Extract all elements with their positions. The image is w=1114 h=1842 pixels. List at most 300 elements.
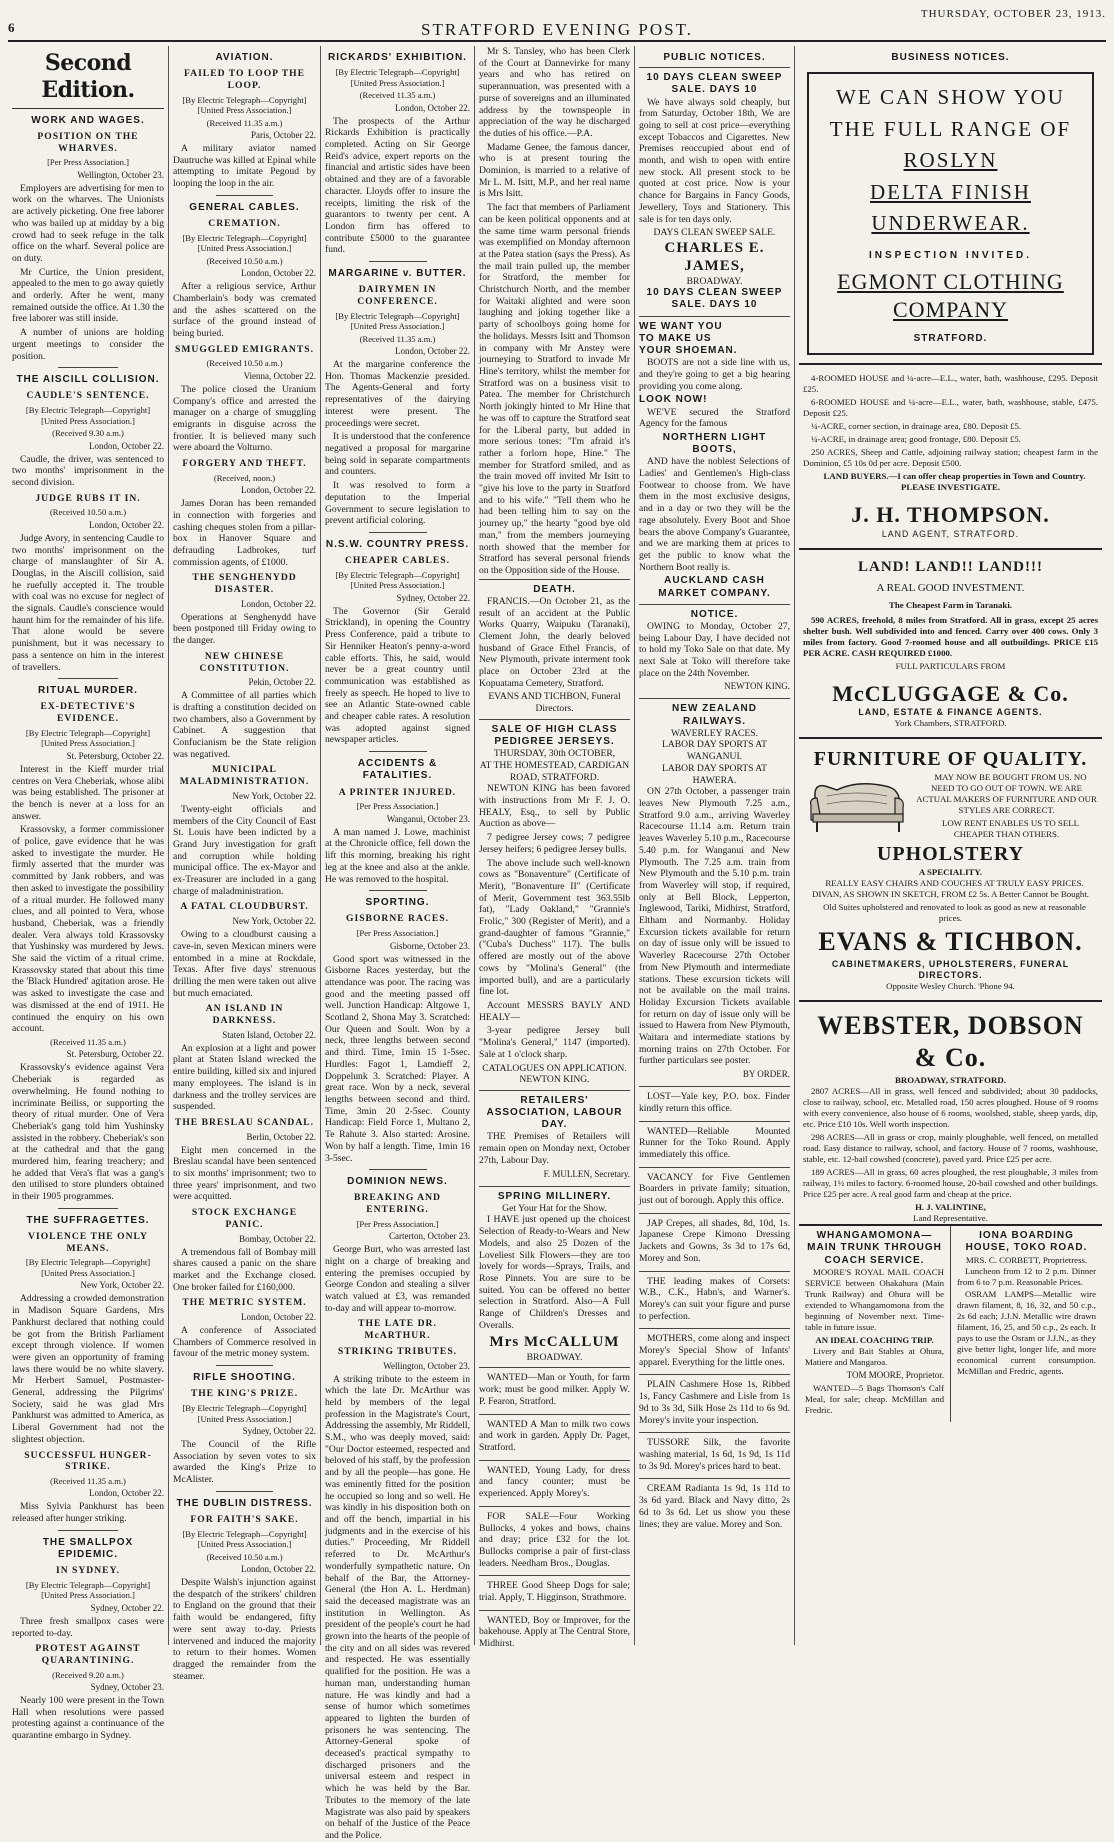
classified-5	[479, 1575, 630, 1609]
toko-notice	[639, 604, 790, 699]
retail-sign: F. MULLEN, Secretary.	[543, 1168, 630, 1179]
rifle-headline: RIFLE SHOOTING.	[193, 1372, 296, 1384]
company-name-2: COMPANY	[892, 297, 1008, 323]
rail-sub-2: LABOR DAY SPORTS AT WANGANUI.	[661, 739, 768, 763]
forgery-received: (Received, noon.)	[213, 472, 276, 483]
auckland-company: AUCKLAND CASH MARKET COMPANY.	[658, 575, 771, 599]
work-subhead: POSITION ON THE WHARVES.	[37, 130, 139, 154]
classified-hose	[639, 1374, 790, 1432]
dom-headline: DOMINION NEWS.	[347, 1176, 448, 1188]
ritual-received: (Received 11.35 a.m.)	[50, 1036, 126, 1047]
rule	[369, 1169, 427, 1170]
hunger-subhead: SUCCESSFUL HUNGER-STRIKE.	[24, 1449, 152, 1473]
classified-text: THREE Good Sheep Dogs for sale; trial. Apply, T. Higginson, Strathmore.	[479, 1580, 630, 1604]
smug-received: (Received 10.50 a.m.)	[206, 358, 283, 369]
wd-listing: 189 ACRES—All in grass, 60 acres ploughed, the rest ploughable, 3 miles from railway, 1½ miles to factory. 6-roomed house, 20-bail cowshed and other buildings. Price £25 per acre. A real good farm and cheap at the price.	[803, 1166, 1098, 1199]
notice-sign: NEWTON KING.	[724, 681, 790, 692]
nsw-dateline: Sydney, October 22.	[396, 592, 470, 603]
thompson-subtitle: LAND AGENT, STRATFORD.	[881, 528, 1020, 539]
kings-credit: [By Electric Telegraph—Copyright] [United Press Association.]	[182, 1403, 307, 1424]
death-para: FRANCIS.—On October 21, as the result of an accident at the Public Works Quarry, Waipuku (Taranaki), Clement John, the dearly beloved husband of Grace Ethel Francis, of New Plymouth, private interment took place on October 23rd at the Kopuatama Cemetery, Stratford.	[479, 595, 630, 689]
section-rule	[799, 363, 1102, 365]
webster-dobson-name: WEBSTER, DOBSON & Co.	[817, 1010, 1084, 1073]
upholstery-para: REALLY EASY CHAIRS AND COUCHES AT TRULY EASY PRICES. DIVAN, AS SHOWN IN SKETCH, FROM £2 5s. A Better Cannot be Bought.	[812, 878, 1089, 900]
classified-text: WANTED—Reliable Mounted Runner for the Toko Round. Apply immediately this office.	[639, 1125, 790, 1160]
classified-tussore	[639, 1432, 790, 1478]
column-4	[474, 46, 634, 1650]
furniture-para-2: LOW RENT ENABLES US TO SELL CHEAPER THAN OTHERS.	[942, 818, 1079, 840]
marg-para-1: At the margarine conference the Hon. Thomas Mackenzie presided. The Agents-General and forty representatives of the dairying interest were present. The proceedings were secret.	[325, 359, 470, 429]
sport-headline: SPORTING.	[365, 897, 430, 909]
smug-subhead: SMUGGLED EMIGRANTS.	[175, 343, 314, 355]
evans-tichbon-subtitle: CABINETMAKERS, UPHOLSTERERS, FUNERAL DIRECTORS.	[831, 958, 1070, 980]
retailers-ad	[479, 1090, 630, 1186]
section-rule	[799, 1000, 1102, 1002]
iona-proprietress: MRS. C. CORBETT, Proprietress.	[965, 1254, 1088, 1265]
mcarthur-subhead: THE LATE DR. McARTHUR.	[358, 1318, 437, 1342]
land-subhead-2: The Cheapest Farm in Taranaki.	[889, 600, 1012, 611]
land-more: FULL PARTICULARS FROM	[895, 661, 1006, 671]
rickards-para: The prospects of the Arthur Rickards Exhibition is practically completed. Acting on Sir George Reid's advice, expert reports on the financial and artistic sides have been obtained and they are of a favorable character. Lloyds offer to insure the receipts, limiting the risk of the guarantors to twenty per cent. A London firm has offered to contribute £5000 to the guarantee fund.	[325, 115, 470, 256]
sale-para-1: NEWTON KING has been favored with instructions from Mr F. J. O. HEALY, Esq., to sell by Public Auction as above—	[479, 783, 630, 830]
stock-subhead: STOCK EXCHANGE PANIC.	[191, 1207, 298, 1230]
acc-headline: ACCIDENTS & FATALITIES.	[357, 758, 438, 782]
trib-dateline: Wellington, October 23.	[383, 1360, 470, 1371]
suff-credit: [By Electric Telegraph—Copyright] [United Press Association.]	[25, 1257, 151, 1278]
clean-sweep-ad	[639, 67, 790, 315]
iona-headline: IONA BOARDING HOUSE, TOKO ROAD.	[965, 1229, 1088, 1254]
classified-corsets	[639, 1271, 790, 1329]
marg-received: (Received 11.35 a.m.)	[359, 333, 436, 344]
nsw-para: The Governor (Sir Gerald Strickland), in opening the Country Press Conference, paid a tribute to Sir Henniker Heaton's penny-a-word cable efforts. This, he said, would never be a great country until communication was established as freely as speech. He hoped to live to see an Atlantic State-owned cable and cheaper cable rates. A resolution was adopted against signed newspaper articles.	[325, 605, 470, 746]
kings-dateline: Sydney, October 22.	[242, 1425, 316, 1436]
rule	[58, 1208, 119, 1209]
cables-headline: GENERAL CABLES.	[189, 201, 300, 213]
aiscill-headline: THE AISCILL COLLISION.	[16, 374, 160, 386]
osram-ad: OSRAM LAMPS—Metallic wire drawn filament, 8, 16, 32, and 50 c.p., 2s 6d each; J.J.N. Metallic wire drawn filament, 16, 25, and 50 c.p., 2s each. It pays to use the Osram or J.J.N., as they give better light, longer life, and more economical current consumption. McMillan and Fredric, agents.	[957, 1289, 1097, 1377]
breslau-subhead: THE BRESLAU SCANDAL.	[174, 1116, 315, 1128]
listing-item: 250 ACRES, Sheep and Cattle, adjoining railway station; cheapest farm in the Dominion, £5 10s 0d per acre. Deposit £500.	[803, 447, 1098, 469]
dublin-headline: THE DUBLIN DISTRESS.	[176, 1497, 313, 1509]
land-para: 590 ACRES, freehold, 8 miles from Stratford. All in grass, except 25 acres shelter bush. Well subdivided into and fenced. Carry over 400 cows. Only 3 miles from factory. Good 7-roomed house and all outbuildings. PRICE £15 PER ACRE. CASH REQUIRED £1000.	[803, 615, 1098, 659]
thompson-listings	[799, 373, 1102, 539]
caudle-para: Caudle, the driver, was sentenced to two months' imprisonment in the second division.	[12, 453, 164, 488]
metric-para: A conference of Associated Chambers of Commerce resolved in favour of the metric money system.	[173, 1325, 316, 1360]
listing-item: ¼-ACRE, corner section, in drainage area, £80. Deposit £5.	[811, 421, 1022, 432]
business-notices-headline: BUSINESS NOTICES.	[891, 52, 1010, 63]
faith-dateline: London, October 22.	[241, 1564, 316, 1575]
rickards-credit: [By Electric Telegraph—Copyright] [United Press Association.]	[335, 67, 460, 88]
ritual-credit: [By Electric Telegraph—Copyright] [United Press Association.]	[25, 727, 151, 749]
cloud-dateline: New York, October 22.	[232, 916, 316, 927]
wd-listing: 298 ACRES—All in grass or crop, mainly ploughable, well fenced, on metalled road. Easy distance to railway, school, and factory. House of 7 rooms, washhouse, stable, etc. 12-bail cowshed (concrete), paved yard. Price £25 per acre.	[803, 1131, 1098, 1164]
coach-trip: AN IDEAL COACHING TRIP.	[815, 1334, 934, 1345]
genee-para: Madame Genee, the famous dancer, who is at present touring the Dominion, is married to a relative of Mr L. M. Isitt, M.P., and her real name is Mrs Isitt.	[479, 141, 630, 200]
mccallum-address: BROADWAY.	[526, 1351, 583, 1363]
rickards-dateline: London, October 22.	[395, 102, 470, 113]
gis-dateline: Gisborne, October 23.	[390, 940, 470, 951]
forgery-para: James Doran has been remanded in connection with forgeries and cashing cheques stolen from a pillar-box in Hanover Square and defrauding Ladbrokes, turf commission agents, of £1000.	[173, 498, 316, 568]
spring-subhead: Get Your Hat for the Show.	[502, 1202, 607, 1214]
box-line-2: THE FULL RANGE OF	[829, 116, 1072, 141]
railways-ad	[639, 698, 790, 1086]
marg-subhead: DAIRYMEN IN CONFERENCE.	[357, 284, 438, 307]
millinery-ad	[479, 1186, 630, 1368]
retail-headline: RETAILERS' ASSOCIATION, LABOUR DAY.	[486, 1094, 623, 1131]
classified-text: WANTED A Man to milk two cows and work in garden. Apply Dr. Paget, Stratford.	[479, 1418, 630, 1453]
coach-ad	[799, 1226, 950, 1423]
island-para: An explosion at a light and power plant at Staten Island wrecked the entire building, killed six and injured many employees. The island is in darkness and the trolley services are suspended.	[173, 1042, 316, 1113]
aviation-dateline: Paris, October 22.	[251, 130, 316, 141]
bottom-ads	[799, 1224, 1102, 1423]
classified-text: FOR SALE—Four Working Bullocks, 4 yokes and bows, chains and dray; price £32 for the lot. Bullocks comprise a pair of first-class leaders. Needham Bros., Douglas.	[479, 1510, 630, 1569]
furniture-para-1: MAY NOW BE BOUGHT FROM US. NO NEED TO GO OUT OF TOWN. WE ARE ACTUAL MAKERS OF FURNITURE AND OUR STYLES ARE CORRECT.	[916, 772, 1097, 816]
stock-para: A tremendous fall of Bombay mill shares caused a panic on the share market and the Exchange closed. One broker failed for £160,000.	[173, 1246, 316, 1293]
sale-para-4: 3-year pedigree Jersey bull "Molina's General," 1147 (imported). Sale at 1 o'clock sharp.	[479, 1025, 630, 1060]
sale-para-2: The above include such well-known cows as "Bonaventure" (Certificate of Merit), "Bonaventure II" (Certificate of Merit, Government test 363.55lb fat), "Lady Oakland," "Grannie's Frolic," 300 (Register of Merit), and a grand-daughter of famous "Grannie," ("Cuba's Duchess" 117). The bulls offered are mostly out of the above cows by "Molina's General" (the imported bull), and are a particularly fine lot.	[479, 857, 630, 998]
suff-subhead: VIOLENCE THE ONLY MEANS.	[28, 1231, 148, 1254]
chinese-subhead: NEW CHINESE CONSTITUTION.	[199, 650, 290, 674]
sale-sign: NEWTON KING.	[519, 1074, 590, 1086]
work-para-2: Mr Curtice, the Union president, appealed to the men to go away quietly and orderly. After he went, many remained outside the office. At 1.30 the free laborer was still inside.	[12, 266, 164, 325]
quar-received: (Received 9.20 a.m.)	[52, 1669, 124, 1680]
mccluggage-address: York Chambers, STRATFORD.	[894, 718, 1007, 729]
judge-subhead: JUDGE RUBS IT IN.	[35, 492, 141, 504]
cloud-para: Owing to a cloudburst causing a cave-in, seven Mexican miners were entombed in a mine at Rockdale, Texas. After five days' strenuous drilling the men were taken out alive but much emaciated.	[173, 929, 316, 999]
upholstery-subhead: A SPECIALITY.	[918, 867, 983, 878]
mccallum-name: Mrs McCALLUM	[489, 1334, 620, 1351]
ritual-dateline: St. Petersburg, October 22.	[66, 750, 164, 761]
upholstery-para-2: Old Suites upholstered and renovated to look as good as new at reasonable prices.	[823, 902, 1086, 924]
work-headline: WORK AND WAGES.	[31, 114, 145, 126]
company-location: STRATFORD.	[913, 333, 988, 345]
acc-subhead: A PRINTER INJURED.	[338, 786, 457, 798]
iona-para: Luncheon from 12 to 2 p.m. Dinner from 6 to 7 p.m. Reasonable Prices.	[957, 1265, 1096, 1287]
rickards-headline: RICKARDS' EXHIBITION.	[328, 52, 467, 63]
rule	[58, 678, 119, 679]
sale-banner-top: 10 DAYS CLEAN SWEEP SALE. DAYS 10	[646, 72, 783, 96]
rule	[369, 532, 427, 533]
column-6	[794, 46, 1106, 1645]
classified-text: JAP Crepes, all shades, 8d, 10d, 1s. Japanese Crepe Kimono Dressing Jackets and Gowns, 3s 3d to 17s 6d, Morey and Son.	[639, 1217, 790, 1264]
classified-mothers	[639, 1328, 790, 1374]
column-3	[320, 46, 474, 1841]
section-rule	[799, 737, 1102, 739]
notice-para: OWING to Monday, October 27, being Labour Day, I have decided not to hold my Toko Sale on that date. My next Sale at Toko will therefore take place on the 24th November.	[639, 620, 790, 679]
ritual-para-3: Krassovsky's evidence against Vera Cheberiak is regarded as overwhelming. He found nothing to incriminate Beiliss, or supporting the theory of ritual murder. One of Vera Cheberiak's gang told him Yushinsky assisted in the robbery. Cheberiak's son at the cathedral and that the gang murdered him, fearing treachery; and he added that Vera's flat was a gang's den utilised to store plunders obtained in their 1905 programmes.	[12, 1062, 164, 1203]
smug-para: The police closed the Uranium Company's office and arrested the manager on a charge of smuggling emigrants in disguise across the frontier. It is believed many such were aboard the Volturno.	[173, 383, 316, 454]
island-subhead: AN ISLAND IN DARKNESS.	[205, 1003, 284, 1027]
classified-2	[479, 1414, 630, 1460]
quar-dateline: Sydney, October 23.	[90, 1682, 164, 1693]
rail-headline: NEW ZEALAND RAILWAYS.	[672, 703, 757, 727]
iona-ad	[950, 1226, 1102, 1423]
crem-subhead: CREMATION.	[208, 218, 281, 230]
smallpox-para: Three fresh smallpox cases were reported to-day.	[12, 1615, 164, 1639]
classified-vacancy	[639, 1167, 790, 1213]
jersey-sale-ad	[479, 719, 630, 1090]
shoe-ad	[639, 316, 790, 604]
crem-para: After a religious service, Arthur Chamberlain's body was cremated and the ashes scattered on the surface of the ground instead of being buried.	[173, 281, 316, 339]
muni-para: Twenty-eight officials and members of the City Council of East St. Louis have been indicted by a Grand Jury investigation for graft and corruption while holding municipal office. The ex-Mayor and ex-Treasurer are included in a gang charge of maladministration.	[173, 803, 316, 897]
upholstery-headline: UPHOLSTERY	[876, 843, 1025, 866]
judge-received: (Received 10.50 a.m.)	[49, 507, 127, 518]
smug-dateline: Vienna, October 22.	[243, 370, 316, 381]
nsw-credit: [By Electric Telegraph—Copyright] [United Press Association.]	[335, 569, 460, 591]
shoe-head-1: WE WANT YOU	[639, 320, 723, 332]
webster-dobson-ad	[799, 1010, 1102, 1224]
company-name-1: EGMONT CLOTHING	[837, 268, 1064, 294]
acc-dateline: Wanganui, October 23.	[386, 813, 470, 824]
parl-para: The fact that members of Parliament can be keen political opponents and at the same time warm personal friends was exemplified on Monday afternoon at the Patea station (says the Press). As the mail train pulled up, the member for Stratford, the member for Christchurch North, and the member for Waitaki alighted and were soon laughing and joking together like a party of schoolboys going home for the holidays. Messrs Isitt and Thomson in company with Mr Anstey were journeying to Stratford to invade Mr Hine's territory, whilst the member for Stratford was on a business visit to Patea. The member for Christchurch North jokingly hinted to Mr Hine that he was off to capture the Stratford seat for the Liberal party, but added in more serious tones: "I'm afraid it's rather a forlorn hope, Hine." The member for Stratford smiled, and as the train moved off invited Mr Isitt to "give his love to the party in Stratford and to his wife." "Tell them who he had been telling him to say on the journey up," the hearty "good bye old man," from the members journeying north showed that the member for Stratford has several personal friends on the Opposition side of the House.	[479, 202, 630, 576]
coach-para-2: Livery and Bait Stables at Ohura, Matiere and Mangaroa.	[805, 1345, 944, 1367]
caudle-dateline: London, October 22.	[89, 440, 164, 451]
issue-date: THURSDAY, OCTOBER 23, 1913.	[920, 8, 1106, 20]
work-credit: [Per Press Association.]	[47, 157, 129, 168]
evans-tichbon-name: EVANS & TICHBON.	[818, 927, 1083, 957]
inspection-invited: INSPECTION INVITED.	[868, 249, 1033, 261]
james-name: CHARLES E. JAMES,	[664, 240, 765, 275]
shoe-para-2: WE'VE secured the Stratford Agency for the famous	[639, 406, 790, 430]
sale-headline: SALE OF HIGH CLASS PEDIGREE JERSEYS.	[491, 723, 618, 748]
forgery-dateline: London, October 22.	[241, 485, 316, 496]
smallpox-credit: [By Electric Telegraph—Copyright] [United Press Association.]	[25, 1579, 151, 1601]
dom-dateline: Carterton, October 23.	[389, 1231, 470, 1242]
kings-para: The Council of the Rifle Association by seven votes to six awarded the King's Prize to McAlister.	[173, 1438, 316, 1486]
classified-text: THE leading makes of Corsets: W.B., C.K., Habn's, and Warner's. Morey's can suit your figure and purse to perfection.	[639, 1275, 790, 1322]
rail-para: ON 27th October, a passenger train leaves New Plymouth 7.25 a.m., Stratford 9.0 a.m., arriving Waverley Racecourse 11.14 a.m. Return train leaves Waverley 5.10 p.m., Racecourse 5.40 p.m. for Wanganui and New Plymouth. The 7.25 a.m. train from New Plymouth and the 5.10 p.m. train from Waverley will stop, if required, only at Bell Block, Lepperton, Inglewood, Tariki, Midhirst, Stratford, Eltham and Normanby. Holiday Excursion tickets available for return on day of issue only will be issued to Waverley Racecourse 27th October from New Plymouth and intermediate stations. These excursion tickets will not be available on the mail trains. Holiday Excursion Tickets available for return on day of issue only will be issued to Hawera from New Plymouth, Waitara and intermediate stations by morning trains on 27th October. For further particulars see poster.	[639, 786, 790, 1067]
section-rule	[799, 548, 1102, 550]
rule	[216, 1491, 273, 1492]
clean-sweep-side: DAYS CLEAN SWEEP SALE.	[653, 227, 776, 239]
shoe-para-3: AND have the noblest Selections of Ladies' and Gentlemen's High-class Footwear to choose from. We have them in the most exclusive designs, and in a day or two they will be the rage absolutely. Every Boot and Shoe bears the above Company's Guarantee, and we are marking them at prices to get the public to know what the Northern Boot really is.	[639, 456, 790, 573]
rule	[369, 261, 427, 262]
furniture-ad	[799, 747, 1102, 991]
ritual-subhead: EX-DETECTIVE'S EVIDENCE.	[40, 701, 136, 725]
work-para-3: A number of unions are holding urgent meetings to consider the position.	[12, 327, 164, 362]
webster-dobson-address: BROADWAY, STRATFORD.	[895, 1074, 1006, 1085]
muni-dateline: New York, October 22.	[232, 790, 316, 801]
wd-listing: 2807 ACRES—All in grass, well fenced and subdivided; about 30 paddocks, close to railway, school, etc. Metalled road, 150 acres ploughed. House of 9 rooms with every convenience, also house of 6 rooms, woolshed, stable, sheep yards, dip, etc. Price £10 10s. Well worth inspection.	[803, 1085, 1098, 1129]
rule	[216, 1365, 273, 1366]
faith-para: Despite Walsh's injunction against the despatch of the strikers' children to England on the ground that their faith would be endangered, fifty were sent away to-day. Priests intervened and induced the majority to return to their homes. Women dragged the remainder from the steamer.	[173, 1577, 316, 1682]
valintine-subtitle: Land Representative.	[913, 1212, 988, 1223]
column-5	[634, 46, 794, 1645]
suff-headline: THE SUFFRAGETTES.	[26, 1214, 150, 1226]
trib-subhead: STRIKING TRIBUTES.	[337, 1345, 458, 1357]
evans-tichbon-address: Opposite Wesley Church. 'Phone 94.	[886, 980, 1015, 991]
rail-sign: BY ORDER.	[742, 1069, 790, 1080]
aviation-para: A military aviator named Dautruche was killed at Epinal while attempting to imitate Pegoud by looping the loop in the air.	[173, 143, 316, 190]
marg-credit: [By Electric Telegraph—Copyright] [United Press Association.]	[335, 310, 460, 332]
sale-date: THURSDAY, 30th OCTOBER,	[493, 748, 616, 760]
northern-light: NORTHERN LIGHT BOOTS,	[662, 431, 767, 456]
classified-text: LOST—Yale key, P.O. box. Finder kindly return this office.	[639, 1091, 790, 1114]
classified-6	[479, 1610, 630, 1656]
gis-subhead: GISBORNE RACES.	[346, 913, 449, 925]
seng-dateline: London, October 22.	[241, 598, 316, 609]
kings-subhead: THE KING'S PRIZE.	[190, 1388, 299, 1400]
work-dateline: Wellington, October 23.	[77, 169, 164, 180]
masthead	[8, 6, 1106, 42]
james-address: BROADWAY.	[686, 275, 743, 287]
box-line-5: UNDERWEAR.	[871, 211, 1030, 236]
suff-para: Addressing a crowded demonstration in Madison Square Gardens, Mrs Pankhurst declared that nothing could be got from the British Parliament except through violence. If women were given an opportunity of framing laws there would be no white slavery. Mr Herbert Samuel, Postmaster-General, addressing the Pilgrims' Society, said he was glad Mrs Pankhurst was admitted to America, as Liberal Government had not the slightest objection.	[12, 1293, 164, 1445]
look-now: LOOK NOW!	[639, 394, 708, 406]
metric-subhead: THE METRIC SYSTEM.	[182, 1297, 307, 1309]
marg-headline: MARGARINE v. BUTTER.	[328, 268, 467, 280]
stock-dateline: Bombay, October 22.	[239, 1233, 316, 1244]
edition-title: Second Edition.	[12, 50, 164, 109]
work-para-1: Employers are advertising for men to work on the wharves. The Unionists are actively picketing. One free laborer who was bailed up at midday by a big crowd had to seek refuge in the talk office on the wharf. Several police are on duty.	[12, 182, 164, 264]
smallpox-headline: THE SMALLPOX EPIDEMIC.	[42, 1536, 134, 1560]
dom-subhead: BREAKING AND ENTERING.	[354, 1192, 441, 1216]
seng-para: Operations at Senghenydd have been postponed till Friday owing to the danger.	[173, 611, 316, 647]
public-notices-headline: PUBLIC NOTICES.	[663, 52, 766, 63]
death-headline: DEATH.	[533, 583, 576, 595]
tansley-para: Mr S. Tansley, who has been Clerk of the Court at Dannevirke for many years and who has retired on superannuation, was presented with a purse of sovereigns and an illuminated address by the townspeople in appreciation of the way he discharged the duties of his office.—P.A.	[479, 46, 630, 139]
marg-para-2: It is understood that the conference negatived a proposal for margarine being sold in separate compartments and counters.	[325, 431, 470, 478]
crem-credit: [By Electric Telegraph—Copyright] [United Press Association.]	[182, 232, 307, 254]
shoe-head-2: TO MAKE US	[639, 332, 712, 344]
ritual-headline: RITUAL MURDER.	[38, 685, 138, 697]
quar-para: Nearly 100 were present in the Town Hall when resolutions were passed protesting against a continuance of the quarantine embargo in Sydney.	[12, 1695, 164, 1742]
hunger-dateline: London, October 22.	[89, 1488, 164, 1499]
retail-para: THE Premises of Retailers will remain open on Monday next, October 27th, Labour Day.	[479, 1131, 630, 1166]
ritual-para-1: Interest in the Kieff murder trial centres on Vera Cheberiak, whose alibi was being established. The prisoner at the bench is never at a loss for an answer.	[12, 763, 164, 822]
breslau-dateline: Berlin, October 22.	[246, 1131, 316, 1142]
listing-item: 6-ROOMED HOUSE and ¼-acre—E.L., water, bath, washhouse, stable, £475. Deposit £25.	[803, 397, 1098, 419]
forgery-subhead: FORGERY AND THEFT.	[182, 458, 307, 470]
aviation-received: (Received 11.35 a.m.)	[206, 117, 283, 128]
classified-text: WANTED, Young Lady, for dress and fancy counter; must be experienced. Apply Morey's.	[479, 1464, 630, 1500]
aviation-credit: [By Electric Telegraph—Copyright] [United Press Association.]	[182, 94, 307, 116]
nsw-headline: N.S.W. COUNTRY PRESS.	[325, 538, 470, 550]
clean-sweep-para: We have always sold cheaply, but from Saturday, October 18th, We are going to sell at cost price—everything except Tobaccos and Cigarettes. New Premises reoccupied about end of month, and wish to open with entire new stock. All present stock to be quoted at cost price. Now is your chance for Bargains in Fancy Goods, Jewellery, Toys and Stationery. This sale is for ten days only.	[639, 96, 790, 225]
classified-text: VACANCY for Five Gentlemen Boarders in private family; situation, just out of borough. Apply this office.	[639, 1171, 790, 1207]
smallpox-subhead: IN SYDNEY.	[55, 1565, 121, 1577]
classified-3	[479, 1460, 630, 1506]
quar-subhead: PROTEST AGAINST QUARANTINING.	[35, 1643, 141, 1666]
furniture-headline: FURNITURE OF QUALITY.	[813, 748, 1088, 771]
cloud-subhead: A FATAL CLOUDBURST.	[180, 901, 309, 913]
seng-subhead: THE SENGHENYDD DISASTER.	[192, 572, 297, 596]
spring-para: I HAVE just opened up the choicest Selection of Ready-to-Wears and New Models, and also 25 Dozen of the Loveliest Silk Flowers—they are too lovely for words—Sprays, Trails, and Rose Pinnets. You are sure to be suited. You can be offered no better selection in Stratford. Also—A Full Range of Children's Dresses and Overalls.	[479, 1214, 630, 1331]
couch-illustration-icon	[807, 776, 907, 836]
sale-para-3: Account MESSRS BAYLY AND HEALY—	[479, 1000, 630, 1023]
land-subhead: A REAL GOOD INVESTMENT.	[876, 582, 1025, 595]
muni-subhead: MUNICIPAL MALADMINISTRATION.	[179, 764, 310, 788]
ritual-dateline-2: St. Petersburg, October 22.	[66, 1049, 164, 1060]
coach-headline: WHANGAMOMONA—MAIN TRUNK THROUGH COACH SERVICE.	[807, 1229, 942, 1266]
sale-place: AT THE HOMESTEAD, CARDIGAN ROAD, STRATFORD.	[479, 759, 630, 783]
acc-credit: [Per Press Association.]	[356, 801, 439, 812]
metric-dateline: London, October 22.	[241, 1312, 316, 1323]
faith-received: (Received 10.50 a.m.)	[206, 1551, 283, 1562]
rule	[58, 1530, 119, 1531]
ritual-para-2: Krassovsky, a former commissioner of police, gave evidence that he was asked to investigate the murder. He firmly asserted that the murder was committed by Jank robbers, and was then asked to investigate the possibility of a ritual murder. He followed many clues, and all pointed to Vera, whose husband, Cheberiak, was a friendly dealer. Vera always told Krassovsky that Yushinsky was murdered by Jews. She said the victim of a ritual crime. Krassovsky stated that about this time the 'Black Hundred' agitation arose. He was asked to investigate the case and was dismissed at the end of 1911. He continued the enquiry on his own account.	[12, 824, 164, 1035]
nsw-subhead: CHEAPER CABLES.	[344, 555, 451, 567]
rail-sub-3: LABOR DAY SPORTS AT HAWERA.	[661, 762, 768, 786]
marg-dateline: London, October 22.	[395, 346, 470, 357]
hunger-received: (Received 11.35 a.m.)	[50, 1475, 126, 1486]
suff-dateline: New York, October 22.	[80, 1280, 164, 1291]
classified-jap	[639, 1213, 790, 1271]
caudle-subhead: CAUDLE'S SENTENCE.	[26, 390, 150, 402]
land-headline: LAND! LAND!! LAND!!!	[858, 558, 1043, 575]
coach-para: MOORE'S ROYAL MAIL COACH SERVICE between Ohakahura (Main Trunk Railway) and Ohura will be extended to Whangamomona from the beginning of November next. Time-table in future issue.	[805, 1267, 944, 1332]
hunger-para: Miss Sylvia Pankhurst has been released after hunger striking.	[12, 1501, 164, 1525]
classified-text: CREAM Radianta 1s 9d, 1s 11d to 3s 6d yard. Black and Navy ditto, 2s 6d to 3s 6d. Let us show you these lines; they are value. Morey and Son.	[639, 1483, 790, 1530]
marg-para-3: It was resolved to form a deputation to the Imperial Government to secure legislation to prevent artificial coloring.	[325, 480, 470, 527]
rule	[369, 890, 427, 891]
listing-item: 4-ROOMED HOUSE and ¼-acre—E.L., water, bath, washhouse, £295. Deposit £25.	[803, 373, 1098, 395]
listing-item: LAND BUYERS.—I can offer cheap properties in Town and Country. PLEASE INVESTIGATE.	[823, 471, 1086, 493]
classified-1	[479, 1367, 630, 1413]
sale-catalogues: CATALOGUES ON APPLICATION.	[482, 1062, 627, 1074]
acc-para: A man named J. Lowe, machinist at the Chronicle office, fell down the lift this morning, breaking his right leg at the knee and also at the ankle. He was removed to the hospital.	[325, 826, 470, 885]
newspaper-title: STRATFORD EVENING POST.	[421, 20, 693, 39]
faith-subhead: FOR FAITH'S SAKE.	[190, 1513, 299, 1525]
rule	[58, 367, 119, 368]
egmont-clothing-ad	[807, 72, 1094, 355]
classified-text: PLAIN Cashmere Hose 1s, Ribbed 1s, Fancy Cashmere and Lisle from 1s 9d to 3s 3d, Silk Hose 2s 11d to 6s 9d. Morey's invite your inspection.	[639, 1379, 790, 1426]
trib-para: A striking tribute to the esteem in which the late Dr. McArthur was held by members of the legal profession in the Magistrate's Court, Addressing the assembly, Mr Riddell, S.M., who was deeply moved, said: "Our Doctor esteemed, respected and beloved of his staff, by the profession and by all the people—has gone. He was eminently fitted for the position he occupied so long and so well. He was kindly in his disposition both on and off the bench, impartial in his judgments and in the exercise of his duties." Proceeding, Mr Riddell referred to Dr. McArthur's wonderfully sympathetic nature. On behalf of the Bar, the Attorney-General (the Hon A. L. Herdman) said the deceased magistrate was an institution in Wellington. As president of the people's court he had grown into the hearts of the people of the city and on all sides was revered and respected. He was essentially qualified for the position. He was a human man, understanding human nature. He was kindly and had a sense of humor which sometimes appeared to lighten the burden of prisoners he was sentencing. The Attorney-General spoke of deceased's practical sympathy to discharged prisoners and the universal esteem and respect in which he was held by the Bar. Tributes to the memory of the late Magistrate was also paid by speakers on behalf of the Justice of the Peace and the Police.	[325, 1373, 470, 1841]
shoe-head-3: YOUR SHOEMAN.	[639, 345, 738, 357]
notice-headline: NOTICE.	[690, 608, 739, 620]
rule	[216, 195, 273, 196]
aviation-headline: AVIATION.	[215, 52, 274, 63]
thompson-name: J. H. THOMPSON.	[851, 502, 1050, 528]
mccluggage-subtitle: LAND, ESTATE & FINANCE AGENTS.	[858, 707, 1043, 718]
crem-dateline: London, October 22.	[241, 268, 316, 279]
gis-para: Good sport was witnessed in the Gisborne Races yesterday, but the attendance was poor. The racing was good and the meeting passed off well. Junction Handicap: Altgowe 1, Scotland 2, Shona May 3. Scratched: Our Queen and Soult. Won by a neck, three lengths between second and third. Time, 1min 15 1-5sec. Hurdles: Fagot 1, Lamdieff 2, Doppelunk 3. Scratched: Player. A great race. Won by a neck, several lengths between second and third. Time, 3min 20 2-5sec. County Handicap: Field Force 1, Multano 2, Te Rahute 3. Also started: Arosine. Won by half a length. Time, 1min 16 3-5sec.	[325, 953, 470, 1164]
crem-received: (Received 10.50 a.m.)	[206, 255, 283, 266]
box-line-1: WE CAN SHOW YOU	[836, 85, 1065, 110]
classified-cream	[639, 1478, 790, 1536]
shoe-para-1: BOOTS are not a side line with us, and they're going to get a big hearing providing you come along.	[639, 357, 790, 392]
calf-meal-ad: WANTED—5 Bags Thomson's Calf Meal, for sale; cheap. McMillan and Fredric.	[805, 1383, 944, 1416]
caudle-credit: [By Electric Telegraph—Copyright] [United Press Association.]	[25, 405, 151, 426]
page-number: 6	[8, 20, 15, 35]
judge-para: Judge Avory, in sentencing Caudle to two months' imprisonment on the charge of manslaughter of Sir A. Douglas, in the Aiscill collision, said he ruefully accepted it. The trouble with coal was no excuse for neglect of the signals. Caudle's conscience would haunt him for the remainder of his life. That alone would be severe punishment, but it was necessary to pass a sentence on him in the interest of travellers.	[12, 532, 164, 673]
aviation-subhead: FAILED TO LOOP THE LOOP.	[184, 68, 305, 91]
dom-para: George Burt, who was arrested last night on a charge of breaking and entering the premises occupied by George Condon and stealing a silver watch valued at £3, was remanded to-day and will appear to-morrow.	[325, 1244, 470, 1314]
sale-banner-bottom: 10 DAYS CLEAN SWEEP SALE. DAYS 10	[646, 287, 783, 311]
box-line-3: ROSLYN	[903, 148, 998, 173]
faith-credit: [By Electric Telegraph—Copyright] [United Press Association.]	[182, 1528, 307, 1550]
chinese-para: A Committee of all parties which is drafting a constitution decided on two chambers, also a Government by Cabinet. A suggestion that Confucianism be the State religion was negatived.	[173, 690, 316, 760]
mccluggage-name: McCLUGGAGE & Co.	[832, 680, 1069, 706]
classified-lost	[639, 1086, 790, 1120]
classified-text: MOTHERS, come along and inspect Morey's Special Show of Infants' apparel. Everything for the little ones.	[639, 1333, 790, 1368]
classified-runner	[639, 1121, 790, 1167]
column-2	[168, 46, 320, 1682]
smallpox-dateline: Sydney, October 22.	[90, 1602, 164, 1613]
box-line-4: DELTA FINISH	[870, 179, 1031, 204]
classified-text: WANTED—Man or Youth, for farm work; must be good milker. Apply W. P. Fearon, Stratford.	[479, 1372, 630, 1407]
listing-item: ¼-ACRE, in drainage area; good frontage, £80. Deposit £5.	[811, 434, 1021, 445]
chinese-dateline: Pekin, October 22.	[248, 677, 316, 688]
valintine-name: H. J. VALINTINE,	[915, 1201, 986, 1212]
land-ad	[799, 558, 1102, 730]
island-dateline: Staten Island, October 22.	[222, 1029, 316, 1040]
death-sign: EVANS AND TICHBON, Funeral Directors.	[488, 691, 621, 715]
classified-4	[479, 1506, 630, 1576]
coach-sign: TOM MOORE, Proprietor.	[846, 1369, 944, 1380]
breslau-para: Eight men concerned in the Breslau scandal have been sentenced to six months' imprisonment; two to three years' imprisonment, and two were acquitted.	[173, 1144, 316, 1203]
column-1	[8, 46, 168, 1742]
